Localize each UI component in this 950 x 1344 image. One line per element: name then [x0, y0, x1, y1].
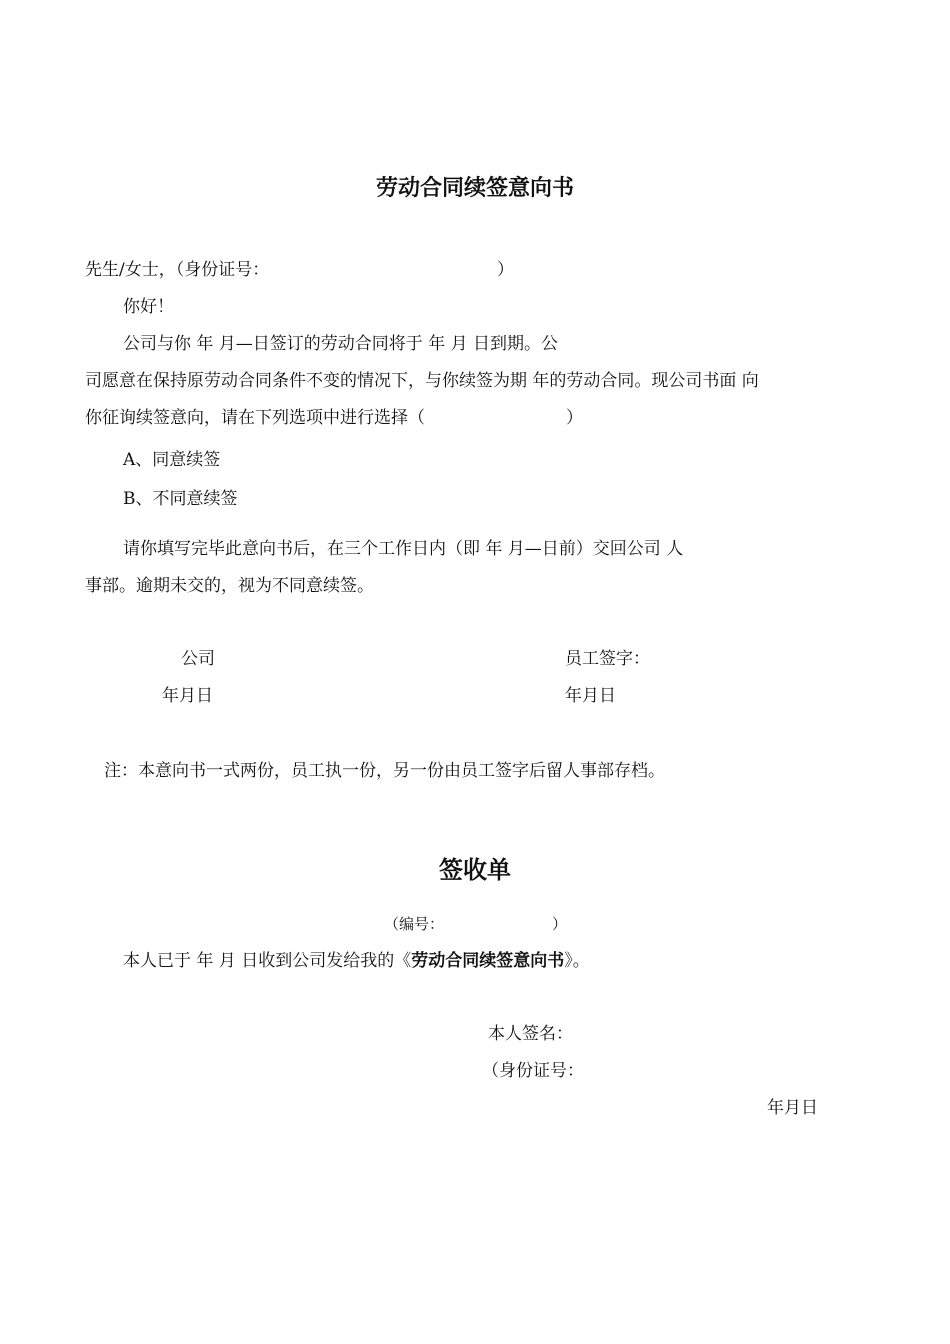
company-date: 年月日	[162, 686, 213, 706]
employee-date: 年月日	[565, 686, 616, 706]
salutation-close: ）	[497, 260, 514, 280]
salutation: 先生/女士，（身份证号：	[85, 260, 270, 280]
body-line-1: 公司与你 年 月—日签订的劳动合同将于 年 月 日到期。公	[123, 334, 559, 354]
body-line-3: 你征询续签意向，请在下列选项中进行选择（	[85, 408, 425, 428]
receipt-number-label: （编号：	[384, 915, 445, 933]
instruction-line-1: 请你填写完毕此意向书后，在三个工作日内（即 年 月—日前）交回公司 人	[123, 539, 684, 559]
receipt-signature-label: 本人签名：	[488, 1024, 573, 1044]
body-line-3-close: ）	[566, 408, 583, 428]
receipt-statement	[123, 953, 590, 970]
instruction-line-2: 事部。逾期未交的，视为不同意续签。	[85, 576, 374, 596]
note: 注：本意向书一式两份，员工执一份，另一份由员工签字后留人事部存档。	[104, 761, 665, 781]
statement-prefix: 本人已于 年 月 日收到公司发给我的《	[123, 951, 412, 971]
receipt-number-close: ）	[552, 915, 568, 933]
letter-title: 劳动合同续签意向书	[375, 176, 574, 201]
receipt-date: 年月日	[767, 1098, 818, 1118]
greeting: 你好！	[123, 297, 174, 317]
option-b: B、不同意续签	[123, 489, 238, 509]
company-label: 公司	[181, 649, 215, 669]
statement-document-name: 劳动合同续签意向书	[411, 951, 565, 971]
receipt-title: 签收单	[439, 856, 511, 884]
employee-signature-label: 员工签字：	[565, 649, 650, 669]
option-a: A、同意续签	[123, 450, 221, 470]
statement-suffix: 》。	[564, 951, 590, 971]
body-line-2: 司愿意在保持原劳动合同条件不变的情况下，与你续签为期 年的劳动合同。现公司书面 向	[85, 371, 759, 391]
receipt-id-label: （身份证号：	[482, 1061, 584, 1081]
